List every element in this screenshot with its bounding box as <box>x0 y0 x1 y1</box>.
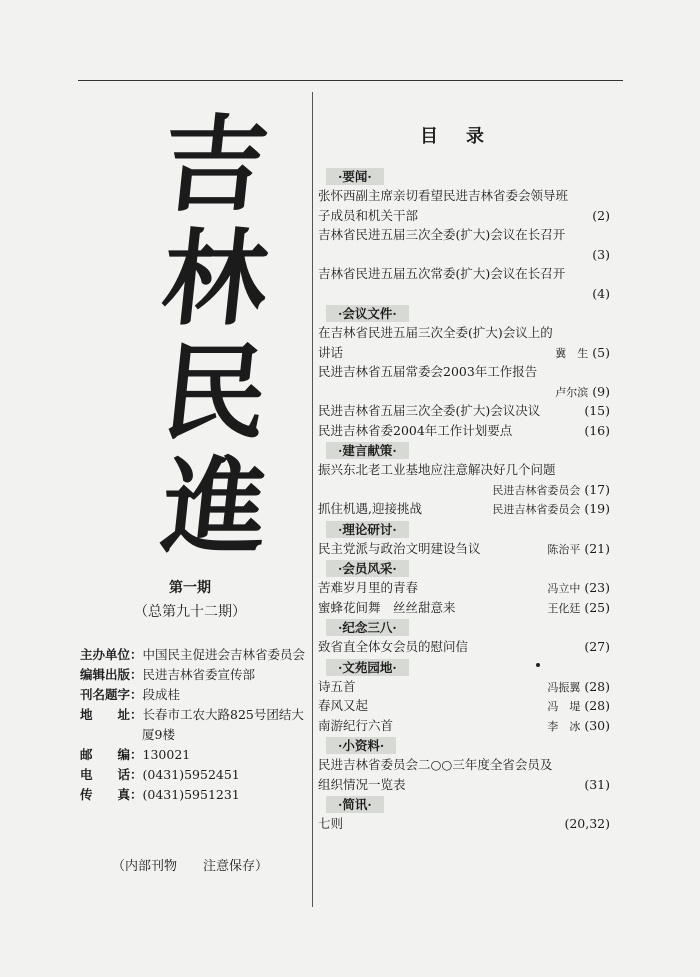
info-label: 邮 编： <box>80 747 143 762</box>
toc-entry <box>318 343 610 363</box>
toc-entry-right <box>584 775 610 795</box>
toc-entry-title: 组织情况一览表 <box>318 776 406 792</box>
toc-entry-page: (27) <box>584 639 610 654</box>
toc-section-heading: ·纪念三八· <box>326 619 409 636</box>
toc-entry-right <box>547 578 610 598</box>
stray-dot <box>536 663 540 667</box>
info-label: 传 真： <box>80 787 143 802</box>
toc-entry-right <box>547 696 610 716</box>
toc-entry <box>318 225 610 245</box>
toc-entry <box>318 186 610 206</box>
info-row <box>80 645 310 665</box>
toc-entry <box>318 637 610 657</box>
toc-entry <box>318 755 610 775</box>
toc-section-heading: ·简讯· <box>326 796 384 813</box>
toc-entry <box>318 578 610 598</box>
toc-entry <box>318 382 610 402</box>
info-row <box>80 745 310 765</box>
toc-entry-page: (20,32) <box>564 816 610 831</box>
toc-entry-title: 七则 <box>318 816 344 831</box>
toc-entry-title: 抓住机遇,迎接挑战 <box>318 501 422 516</box>
toc-entry-page: (23) <box>584 580 610 595</box>
toc-entry-author: 民进吉林省委员会 <box>492 483 581 497</box>
toc-entry-title: 蜜蜂花间舞 丝丝甜意来 <box>318 599 456 615</box>
masthead-char: 林 <box>156 217 274 340</box>
toc-entry-title: 诗五首 <box>318 678 356 694</box>
toc-section-heading: ·要闻· <box>326 168 384 185</box>
toc-entry <box>318 716 610 736</box>
toc-entry <box>318 696 610 716</box>
column-divider <box>312 92 313 907</box>
toc-entry <box>318 539 610 559</box>
info-row <box>80 665 310 685</box>
info-value: (0431)5951231 <box>142 787 240 802</box>
toc-entry <box>318 323 610 343</box>
toc-entry-page: (31) <box>584 776 610 792</box>
toc-entry-right <box>547 677 610 697</box>
toc-entry <box>318 421 610 441</box>
toc-entry-author: 王化廷 <box>547 601 581 615</box>
toc-entry-author: 冀 生 <box>555 346 589 360</box>
toc-entry-right <box>584 401 610 421</box>
toc-entry-author: 卢尔滨 <box>555 385 589 399</box>
toc-entry-author: 冯振翼 <box>547 680 581 694</box>
toc-entry-title: 民进吉林省委员会二○○三年度全省会员及 <box>318 757 553 772</box>
toc-entry-author: 陈治平 <box>547 542 581 556</box>
info-value: 段成桂 <box>142 687 181 702</box>
toc-entry-right <box>592 284 610 304</box>
toc-entry-right <box>547 539 610 559</box>
info-label: 主办单位： <box>80 647 143 662</box>
info-row <box>80 685 310 705</box>
top-rule <box>78 80 623 81</box>
toc-entry-title: 民主党派与政治文明建设刍议 <box>318 540 481 556</box>
notice: （内部刊物 注意保存） <box>112 859 269 874</box>
toc-entry <box>318 499 610 519</box>
toc-entry-title: 民进吉林省五届常委会2003年工作报告 <box>318 364 538 379</box>
toc-entry-author: 冯立中 <box>547 582 581 595</box>
toc-entry-right <box>584 637 610 657</box>
toc-entry-page: (5) <box>592 344 610 360</box>
toc-entry <box>318 677 610 697</box>
toc-entry-page: (17) <box>584 481 610 497</box>
info-address-cont: 厦9楼 <box>142 727 175 742</box>
toc-entry-title: 致省直全体女会员的慰问信 <box>318 639 469 654</box>
toc-entry-title: 民进吉林省五届三次全委(扩大)会议决议 <box>318 403 541 418</box>
toc-entry-author: 李 冰 <box>547 719 581 733</box>
toc-entry-page: (19) <box>584 501 610 516</box>
toc-entry-page: (21) <box>584 540 610 556</box>
info-row <box>80 705 310 725</box>
toc-entry-title: 南游纪行六首 <box>318 717 394 733</box>
toc-entry-author: 冯 堤 <box>547 700 581 713</box>
masthead-char: 民 <box>156 331 274 454</box>
toc-entry <box>318 245 610 265</box>
info-row <box>80 765 310 785</box>
info-label: 编辑出版： <box>80 667 143 682</box>
toc-entry-right <box>592 245 610 265</box>
info-value: 130021 <box>142 747 191 762</box>
info-label: 刊名题字： <box>80 687 143 702</box>
toc-entry <box>318 401 610 421</box>
issue-total: （总第九十二期） <box>134 604 246 620</box>
toc-entry-author: 民进吉林省委员会 <box>492 503 581 516</box>
toc-entry-right <box>555 343 610 363</box>
toc-entry-page: (4) <box>592 285 610 301</box>
toc-entry-page: (3) <box>592 246 610 262</box>
toc-entry-title: 子成员和机关干部 <box>318 207 419 223</box>
toc-entry <box>318 264 610 284</box>
info-value: 民进吉林省委宣传部 <box>142 667 256 682</box>
toc-section-heading: ·会员风采· <box>326 560 409 577</box>
toc-entry-title: 讲话 <box>318 344 344 360</box>
toc-entry-title: 苦难岁月里的青春 <box>318 580 419 595</box>
toc-entry-page: (16) <box>584 422 610 438</box>
toc-entry-page: (9) <box>592 383 610 399</box>
toc-entry-title: 在吉林省民进五届三次全委(扩大)会议上的 <box>318 325 553 340</box>
toc-entry-title: 张怀西副主席亲切看望民进吉林省委会领导班 <box>318 188 569 203</box>
toc-entry <box>318 775 610 795</box>
toc-entry <box>318 284 610 304</box>
toc-entry <box>318 480 610 500</box>
toc-entry-right <box>564 814 610 834</box>
toc-entry-right <box>492 499 610 519</box>
toc-section-heading: ·文苑园地· <box>326 659 409 676</box>
info-value: 中国民主促进会吉林省委员会 <box>142 647 306 662</box>
issue-number: 第一期 <box>169 580 211 596</box>
toc-entry-right <box>492 480 610 500</box>
info-value: (0431)5952451 <box>142 767 240 782</box>
toc-section-heading: ·小资料· <box>326 737 396 754</box>
toc-entry-right <box>547 598 610 618</box>
toc-entry-right <box>584 421 610 441</box>
masthead-calligraphy <box>150 103 280 568</box>
toc-entry-page: (15) <box>584 403 610 418</box>
table-of-contents <box>318 166 610 834</box>
toc-entry-right <box>547 716 610 736</box>
toc-entry <box>318 362 610 382</box>
toc-entry <box>318 814 610 834</box>
toc-entry-title: 吉林省民进五届三次全委(扩大)会议在长召开 <box>318 227 566 242</box>
toc-entry-right <box>555 382 610 402</box>
masthead-char: 進 <box>156 445 274 568</box>
toc-entry-page: (28) <box>584 678 610 694</box>
toc-entry-right <box>592 206 610 226</box>
info-value: 长春市工农大路825号团结大 <box>142 707 304 722</box>
toc-entry-page: (25) <box>584 599 610 615</box>
toc-entry-title: 振兴东北老工业基地应注意解决好几个问题 <box>318 462 556 477</box>
toc-entry-title: 吉林省民进五届五次常委(扩大)会议在长召开 <box>318 266 566 281</box>
toc-entry-page: (28) <box>584 698 610 713</box>
info-label: 地 址： <box>80 707 143 722</box>
toc-entry-title: 春风又起 <box>318 698 369 713</box>
toc-entry-title: 民进吉林省委2004年工作计划要点 <box>318 422 513 438</box>
toc-section-heading: ·会议文件· <box>326 305 409 322</box>
toc-title: 目录 <box>420 126 512 147</box>
info-row <box>80 785 310 805</box>
toc-entry <box>318 206 610 226</box>
toc-section-heading: ·理论研讨· <box>326 521 409 538</box>
toc-entry <box>318 598 610 618</box>
toc-entry-page: (30) <box>584 717 610 733</box>
info-label: 电 话： <box>80 767 143 782</box>
toc-entry <box>318 460 610 480</box>
masthead-char: 吉 <box>156 103 274 226</box>
toc-section-heading: ·建言献策· <box>326 442 409 459</box>
toc-entry-page: (2) <box>592 207 610 223</box>
publication-info <box>80 645 310 805</box>
